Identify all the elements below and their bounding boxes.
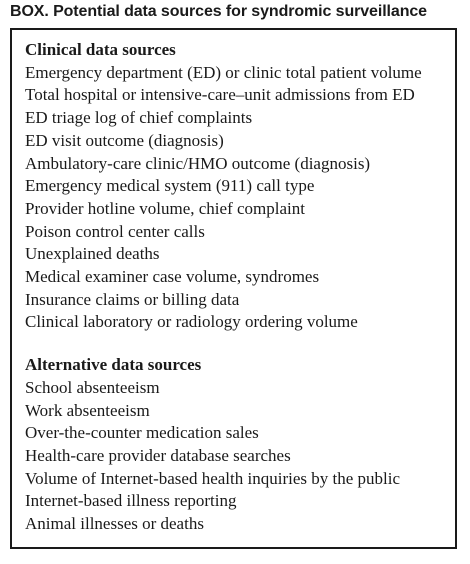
list-item: Provider hotline volume, chief complaint (25, 198, 305, 218)
section-heading-clinical: Clinical data sources (25, 40, 176, 59)
list-item: Emergency department (ED) or clinic total patient volume (25, 62, 422, 82)
list-item: Over-the-counter medication sales (25, 423, 259, 443)
list-item: Insurance claims or billing data (25, 289, 240, 309)
list-item: Animal illnesses or deaths (25, 514, 204, 534)
list-item: School absenteeism (25, 377, 160, 397)
list-item: Emergency medical system (911) call type (25, 176, 315, 196)
clinical-sources-list (25, 62, 455, 334)
alternative-sources-list (25, 377, 455, 536)
list-item: Volume of Internet-based health inquiries by the public (25, 468, 401, 488)
list-item: Work absenteeism (25, 400, 150, 420)
box-frame (10, 28, 457, 549)
section-heading-alternative: Alternative data sources (25, 355, 202, 375)
list-item: Medical examiner case volume, syndromes (25, 267, 320, 287)
box-title: BOX. Potential data sources for syndromic surveillance (10, 3, 427, 20)
list-item: Health-care provider database searches (25, 445, 291, 465)
list-item: ED visit outcome (diagnosis) (25, 130, 224, 150)
list-item: Ambulatory-care clinic/HMO outcome (diagnosis) (25, 153, 371, 173)
list-item: Unexplained deaths (25, 244, 160, 264)
list-item: ED triage log of chief complaints (25, 108, 253, 128)
alternative-data-sources-section (25, 354, 455, 536)
list-item: Poison control center calls (25, 221, 205, 241)
list-item: Clinical laboratory or radiology ordering volume (25, 312, 358, 332)
list-item: Total hospital or intensive-care–unit admissions from ED (25, 85, 415, 105)
list-item: Internet-based illness reporting (25, 491, 237, 511)
clinical-data-sources-section (25, 39, 455, 334)
